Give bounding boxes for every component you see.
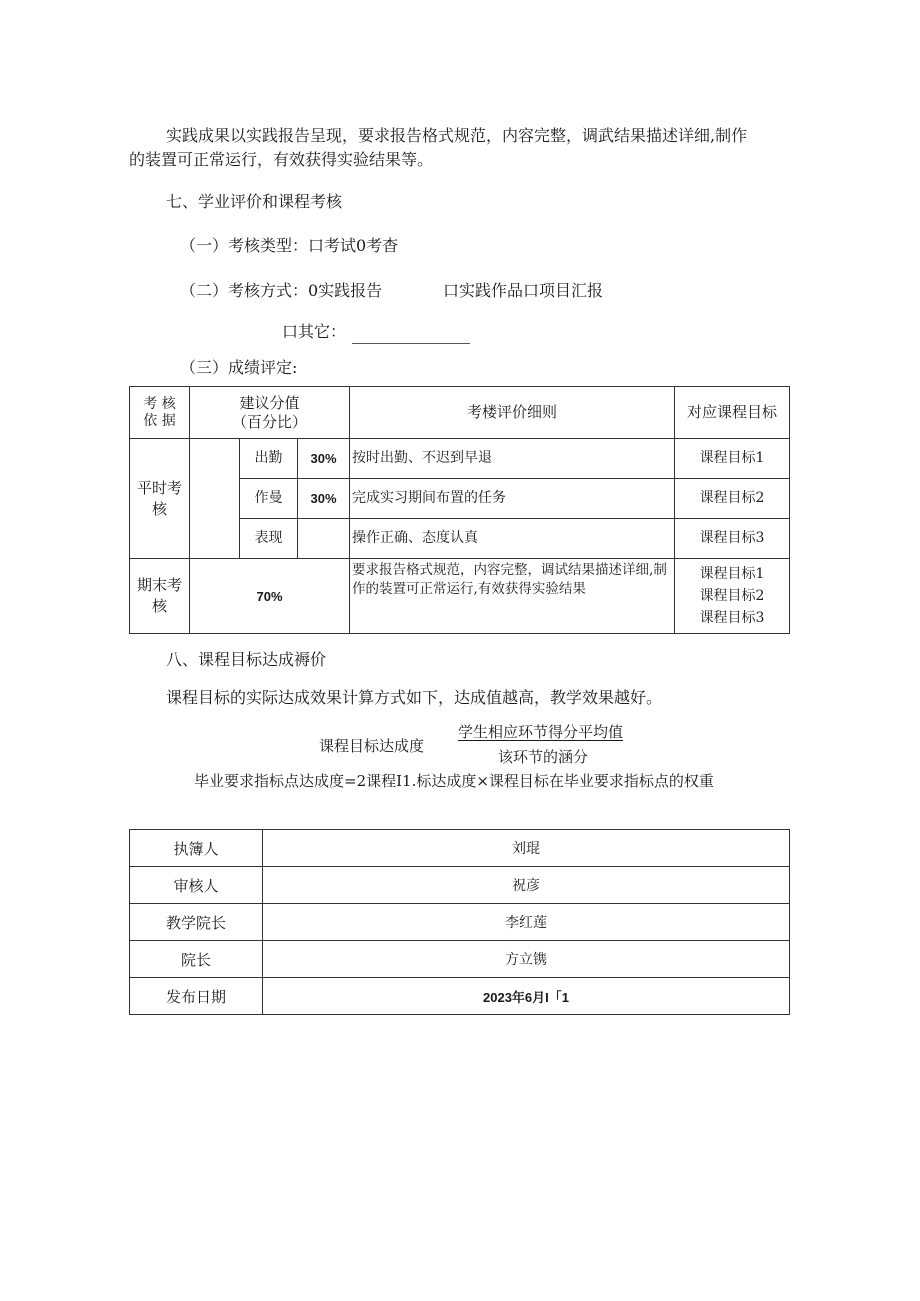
final-detail: 要求报告格式规范，内容完整，调试结果描述详细,制作的装置可正常运行,有效获得实验结果 bbox=[350, 559, 675, 634]
header-score: 建议分值 （百分比） bbox=[190, 387, 350, 439]
row-detail: 操作正确、态度认真 bbox=[350, 519, 675, 559]
row-pct: 30% bbox=[298, 439, 350, 479]
final-goal-2: 课程目标2 bbox=[699, 588, 765, 604]
table-row bbox=[130, 904, 790, 941]
row-goal: 课程目标2 bbox=[675, 479, 790, 519]
usual-label: 平时考 核 bbox=[130, 439, 190, 559]
signoff-label: 执簿人 bbox=[130, 830, 263, 867]
table-row bbox=[130, 439, 790, 479]
other-blank-line bbox=[352, 329, 470, 344]
table-row bbox=[130, 867, 790, 904]
signoff-value: 刘琨 bbox=[263, 830, 790, 867]
table-row bbox=[130, 830, 790, 867]
row-pct: 30% bbox=[298, 479, 350, 519]
signoff-date: 2023年6月I「1 bbox=[263, 978, 790, 1015]
blank-cell bbox=[190, 439, 240, 559]
row-pct bbox=[298, 519, 350, 559]
final-goals bbox=[675, 559, 790, 634]
final-label: 期末考 核 bbox=[130, 559, 190, 634]
formula-label: 课程目标达成度 bbox=[319, 737, 425, 755]
section-7-title: 七、学业评价和课程考核 bbox=[166, 192, 343, 211]
assessment-type: （一）考核类型：口考试0考杳 bbox=[180, 236, 399, 255]
table-row bbox=[130, 978, 790, 1015]
final-pct: 70% bbox=[190, 559, 350, 634]
row-name: 出勤 bbox=[240, 439, 298, 479]
row-goal: 课程目标3 bbox=[675, 519, 790, 559]
table-row bbox=[130, 941, 790, 978]
final-goal-1: 课程目标1 bbox=[699, 566, 765, 582]
signoff-label: 发布日期 bbox=[130, 978, 263, 1015]
row-name: 表现 bbox=[240, 519, 298, 559]
table-row-final bbox=[130, 559, 790, 634]
signoff-label: 教学院长 bbox=[130, 904, 263, 941]
section-8-title: 八、课程目标达成褥价 bbox=[166, 650, 327, 669]
assessment-method-prefix: （二）考核方式：0实践报告 bbox=[180, 281, 383, 300]
signoff-table bbox=[129, 829, 790, 1015]
signoff-value: 李红莲 bbox=[263, 904, 790, 941]
signoff-value: 方立镌 bbox=[263, 941, 790, 978]
intro-line-2: 的装置可正常运行，有效获得实验结果等。 bbox=[129, 150, 434, 169]
header-detail: 考楼评价细则 bbox=[350, 387, 675, 439]
formula-graduation: 毕业要求指标点达成度=2课程I1.标达成度×课程目标在毕业要求指标点的权重 bbox=[194, 772, 714, 790]
grade-table bbox=[129, 386, 790, 634]
grade-evaluation-title: （三）成绩评定: bbox=[180, 358, 298, 377]
row-goal: 课程目标1 bbox=[675, 439, 790, 479]
signoff-label: 审核人 bbox=[130, 867, 263, 904]
other-label: 口其它： bbox=[282, 322, 347, 341]
signoff-label: 院长 bbox=[130, 941, 263, 978]
header-goal: 对应课程目标 bbox=[675, 387, 790, 439]
assessment-method bbox=[180, 279, 382, 303]
assessment-method-options: 口实践作品口项目汇报 bbox=[443, 281, 604, 300]
signoff-value: 祝彦 bbox=[263, 867, 790, 904]
row-name: 作曼 bbox=[240, 479, 298, 519]
final-goal-3: 课程目标3 bbox=[699, 610, 765, 626]
section-8-desc: 课程目标的实际达成效果计算方式如下，达成值越高，教学效果越好。 bbox=[166, 688, 663, 707]
intro-line-1: 实践成果以实践报告呈现，要求报告格式规范，内容完整，调武结果描述详细,制作 bbox=[166, 126, 748, 145]
row-detail: 完成实习期间布置的任务 bbox=[350, 479, 675, 519]
row-detail: 按时出勤、不迟到早退 bbox=[350, 439, 675, 479]
assessment-method-other bbox=[282, 320, 470, 344]
header-basis: 考 核 依 据 bbox=[130, 387, 190, 439]
formula-numerator: 学生相应环节得分平均值 bbox=[458, 723, 624, 741]
formula-denominator: 该环节的涵分 bbox=[498, 748, 589, 766]
